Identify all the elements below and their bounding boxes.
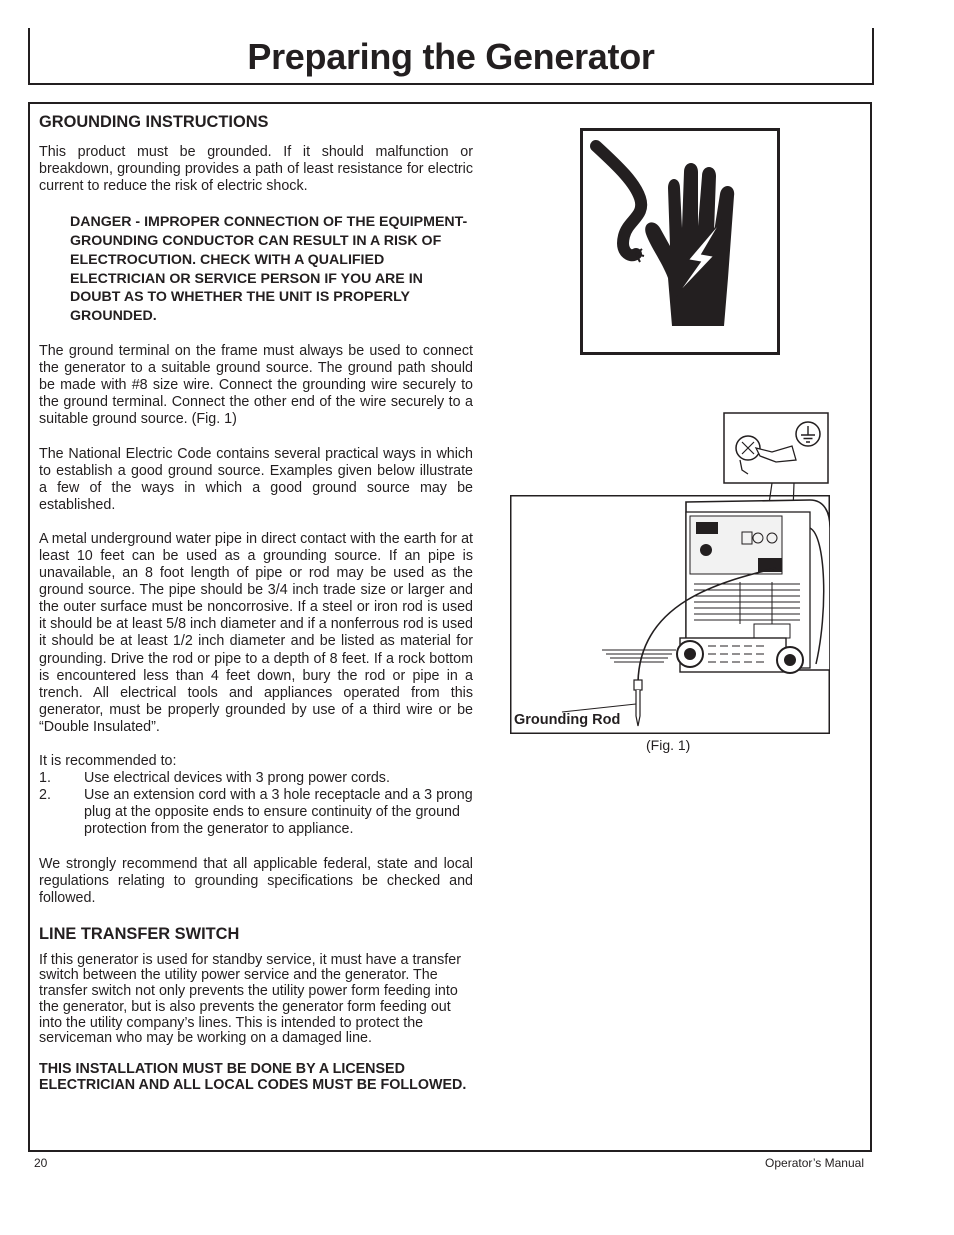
generator-grounding-illustration (510, 412, 830, 734)
nec-paragraph: The National Electric Code contains several practical ways in which to establish a good ground source. Examples given below illustrate a few of the ways in which a good ground source may be established. (39, 445, 473, 513)
transfer-warning: THIS INSTALLATION MUST BE DONE BY A LICENSED ELECTRICIAN AND ALL LOCAL CODES MUST BE FOLLOWED. (39, 1061, 467, 1093)
list-number: 1. (39, 770, 51, 787)
figure-caption: (Fig. 1) (646, 737, 691, 753)
transfer-heading: LINE TRANSFER SWITCH (39, 924, 240, 943)
title-box (28, 28, 874, 85)
generator-icon (677, 500, 830, 673)
ground-terminal-paragraph: The ground terminal on the frame must always be used to connect the generator to a suitable ground source. The ground path should be made with #8 size wire. Connect the grounding wire securely to the ground terminal. Connect the other end of the wire securely to a suitable ground source. (Fig. 1) (39, 343, 473, 428)
page-number: 20 (34, 1156, 48, 1170)
recommended-intro: It is recommended to: (39, 753, 177, 770)
list-text: Use an extension cord with a 3 hole receptacle and a 3 prong plug at the opposite ends to ensure continuity of the ground protection from the generator to appliance. (84, 787, 473, 838)
regulations-paragraph: We strongly recommend that all applicable federal, state and local regulations relating to grounding specifications be checked and followed. (39, 855, 473, 906)
grounding-heading: GROUNDING INSTRUCTIONS (39, 113, 269, 131)
left-column (39, 112, 473, 1093)
grounding-intro: This product must be grounded. If it should malfunction or breakdown, grounding provides a path of least resistance for electric current to reduce the risk of electric shock. (39, 144, 473, 195)
transfer-paragraph: If this generator is used for standby service, it must have a transfer switch between the utility power service and the generator. The transfer switch not only prevents the utility power form feeding into the generator, but is also prevents the generator form feeding out into the utility company’s lines. This is intended to protect the serviceman who may be working on a damaged line. (39, 951, 461, 1047)
manual-name: Operator’s Manual (765, 1156, 864, 1170)
list-number: 2. (39, 787, 51, 804)
danger-warning: DANGER - IMPROPER CONNECTION OF THE EQUIPMENT-GROUNDING CONDUCTOR CAN RESULT IN A RISK OF ELECTROCUTION. CHECK WITH A QUALIFIED ELECTRICIAN OR SERVICE PERSON IF YOU ARE IN DOUBT AS TO WHETHER THE UNIT IS PROPERLY GROUNDED. (70, 214, 468, 325)
grounding-rod-icon (634, 680, 642, 726)
earth-lines (602, 650, 676, 662)
grounding-rod-label: Grounding Rod (514, 712, 621, 728)
list-item (39, 787, 473, 838)
list-item (39, 770, 473, 787)
page-title: Preparing the Generator (247, 36, 655, 77)
electric-shock-hazard-icon (580, 128, 780, 355)
pipe-paragraph: A metal underground water pipe in direct contact with the earth for at least 10 feet can be used as a grounding source. If an pipe is unavailable, an 8 foot length of pipe or rod may be used as the ground source. The pipe should be 3/4 inch trade size or larger and the outer surface must be noncorrosive. If a steel or iron rod is used it should be at least 5/8 inch diameter and if a nonferrous rod is used it should be at least 1/2 inch diameter and be listed as material for grounding. Drive the rod or pipe to a depth of 8 feet. If a rock bottom is encountered less than 4 feet down, bury the rod or pipe in a trench. All electrical tools and appliances operated from this generator, must be properly grounded by use of a third wire or be “Double Insulated”. (39, 530, 473, 735)
list-text: Use electrical devices with 3 prong power cords. (84, 770, 390, 787)
